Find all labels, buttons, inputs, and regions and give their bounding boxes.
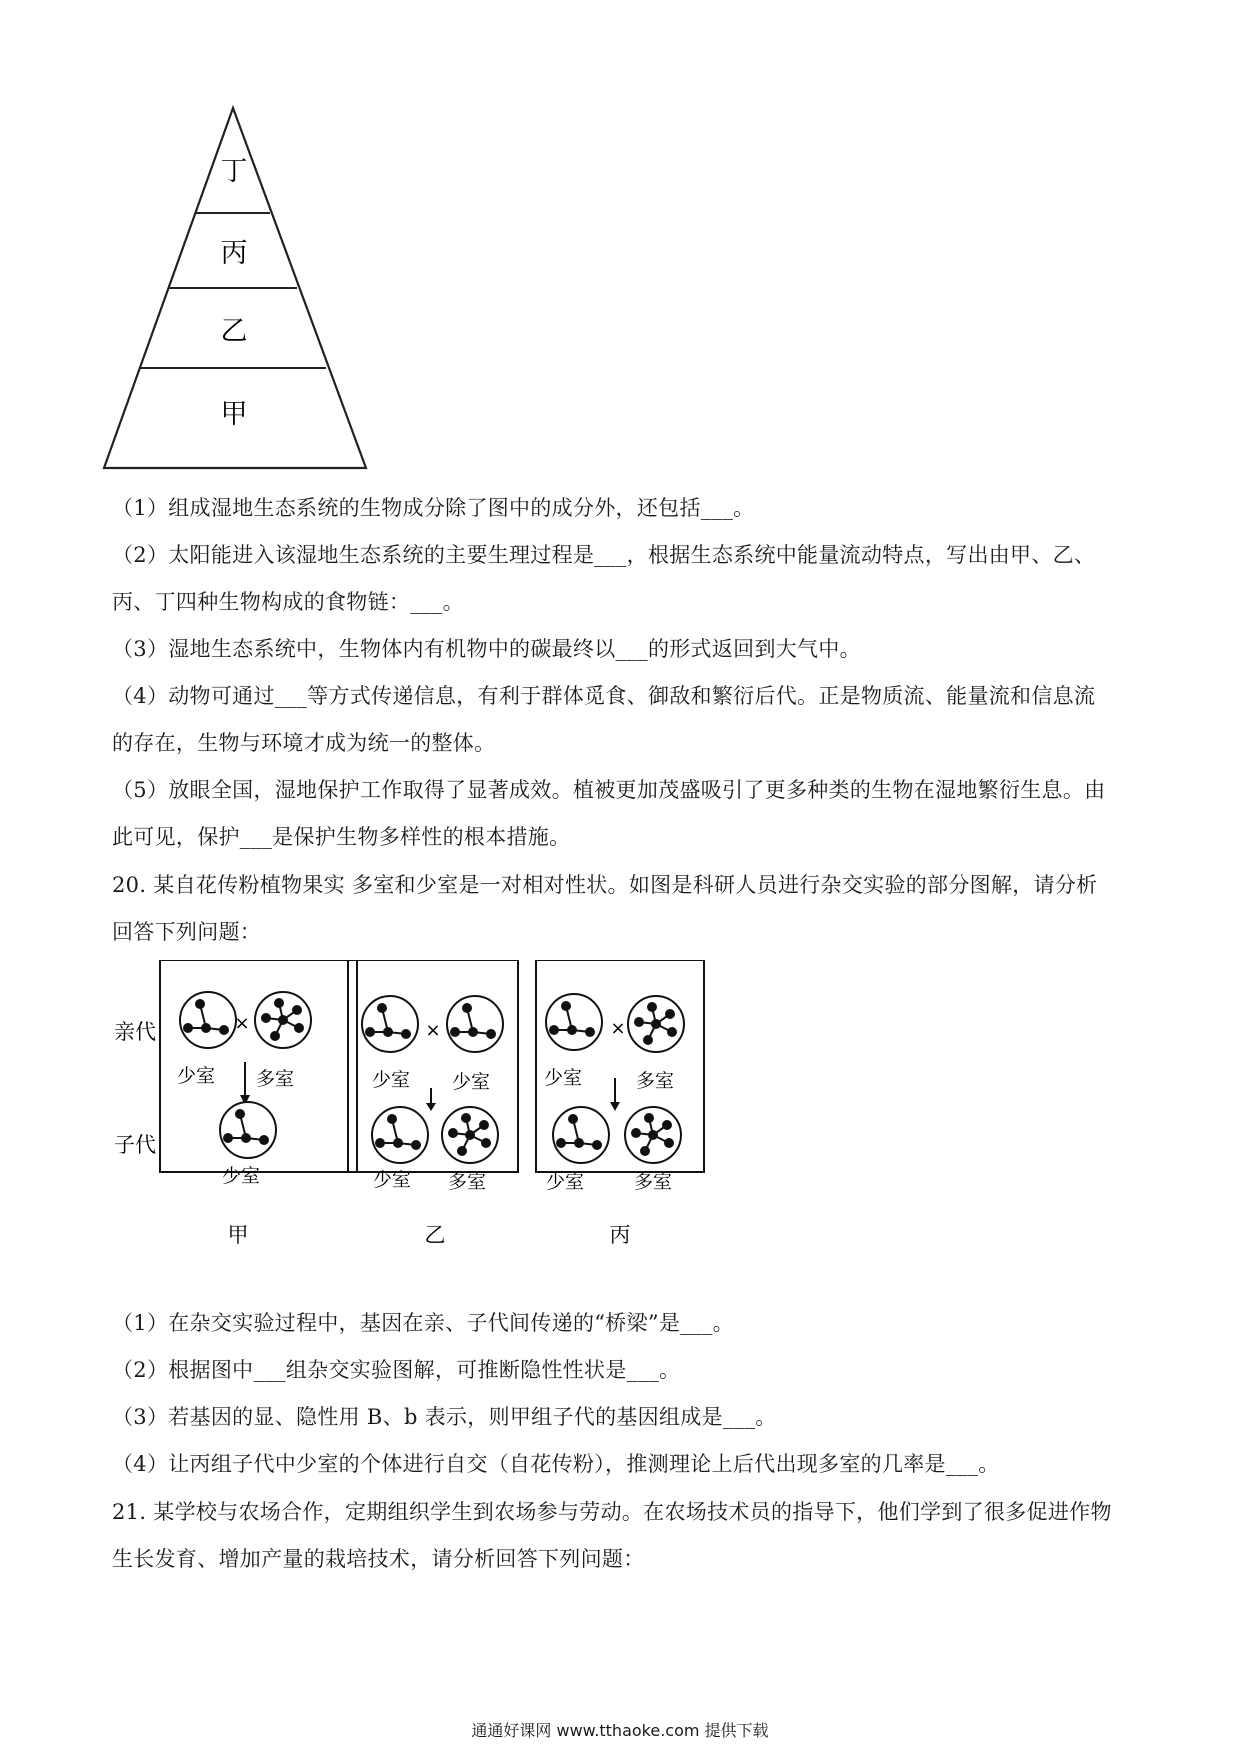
q20-stem-line-1: 20. 某自花传粉植物果实 多室和少室是一对相对性状。如图是科研人员进行杂交实验的部分图解，请分析 [112, 873, 1098, 897]
q19-part-3: （3）湿地生态系统中，生物体内有机物中的碳最终以___的形式返回到大气中。 [112, 637, 861, 661]
panel-bing-parent-label-2: 多室 [635, 1070, 675, 1092]
panel-bing-offspring-label-1: 少室 [545, 1171, 585, 1193]
panel-yi-parent-few-fruit-1 [362, 996, 418, 1052]
q20-part-3: （3）若基因的显、隐性用 B、b 表示，则甲组子代的基因组成是___。 [112, 1405, 777, 1429]
pyramid-level-bing: 丙 [220, 238, 248, 269]
panel-label-yi: 乙 [424, 1223, 446, 1247]
panel-bing-offspring-many-fruit [625, 1107, 681, 1163]
q19-part-1: （1）组成湿地生态系统的生物成分除了图中的成分外，还包括___。 [112, 496, 755, 520]
panel-yi-offspring-many-fruit [442, 1107, 498, 1163]
panel-bing-cross: × [610, 1018, 626, 1039]
q19-part-4-line-2: 的存在，生物与环境才成为统一的整体。 [112, 731, 496, 755]
panel-yi-cross: × [425, 1020, 441, 1041]
hybridization-diagram [110, 960, 810, 1260]
row-label-offspring: 子代 [114, 1133, 156, 1157]
panel-yi-parent-few-fruit-2 [447, 996, 503, 1052]
pyramid-level-ding: 丁 [220, 156, 248, 187]
panel-bing-offspring-few-fruit [553, 1107, 609, 1163]
panel-jia-offspring-few-fruit [220, 1102, 276, 1158]
pyramid-level-yi: 乙 [220, 316, 248, 347]
panel-jia-cross: × [234, 1013, 250, 1034]
panel-jia-parent-label-1: 少室 [176, 1065, 216, 1087]
panel-bing-offspring-label-2: 多室 [633, 1171, 673, 1193]
panel-bing-parent-few-fruit [546, 994, 602, 1050]
q19-part-5-line-2: 此可见，保护___是保护生物多样性的根本措施。 [112, 825, 571, 849]
panel-yi-offspring-few-fruit [372, 1107, 428, 1163]
q19-part-4-line-1: （4）动物可通过___等方式传递信息，有利于群体觅食、御敌和繁衍后代。正是物质流、能量流和信息流 [112, 684, 1096, 708]
panel-bing-parent-many-fruit [628, 996, 684, 1052]
page-footer: 通通好课网 www.tthaoke.com 提供下载 [471, 1721, 769, 1740]
panel-label-bing: 丙 [609, 1223, 631, 1247]
panel-label-jia: 甲 [227, 1223, 249, 1247]
q20-part-2: （2）根据图中___组杂交实验图解，可推断隐性性状是___。 [112, 1358, 681, 1382]
energy-pyramid-figure [100, 100, 380, 480]
q21-stem-line-1: 21. 某学校与农场合作，定期组织学生到农场参与劳动。在农场技术员的指导下，他们学到了很多促进作物 [112, 1500, 1112, 1524]
panel-yi-parent-label-1: 少室 [371, 1069, 411, 1091]
q19-part-2-line-1: （2）太阳能进入该湿地生态系统的主要生理过程是___，根据生态系统中能量流动特点，写出由甲、乙、 [112, 543, 1096, 567]
q19-part-5-line-1: （5）放眼全国，湿地保护工作取得了显著成效。植被更加茂盛吸引了更多种类的生物在湿地繁衍生息。由 [112, 778, 1106, 802]
q21-stem-line-2: 生长发育、增加产量的栽培技术，请分析回答下列问题： [112, 1547, 645, 1571]
panel-yi-offspring-label-1: 少室 [372, 1169, 412, 1191]
panel-bing-parent-label-1: 少室 [543, 1067, 583, 1089]
q20-stem-line-2: 回答下列问题： [112, 920, 262, 944]
q20-part-1: （1）在杂交实验过程中，基因在亲、子代间传递的“桥梁”是___。 [112, 1311, 734, 1335]
panel-jia-parent-many-fruit [255, 992, 311, 1048]
q20-part-4: （4）让丙组子代中少室的个体进行自交（自花传粉），推测理论上后代出现多室的几率是___。 [112, 1452, 1000, 1476]
panel-yi-parent-label-2: 少室 [451, 1071, 491, 1093]
panel-jia-offspring-label-1: 少室 [221, 1165, 261, 1187]
pyramid-level-jia: 甲 [220, 399, 248, 430]
panel-jia-parent-label-2: 多室 [255, 1068, 295, 1090]
panel-jia-parent-few-fruit [180, 992, 236, 1048]
row-label-parents: 亲代 [114, 1020, 156, 1044]
q19-part-2-line-2: 丙、丁四种生物构成的食物链：___。 [112, 590, 464, 614]
panel-yi-offspring-label-2: 多室 [447, 1171, 487, 1193]
